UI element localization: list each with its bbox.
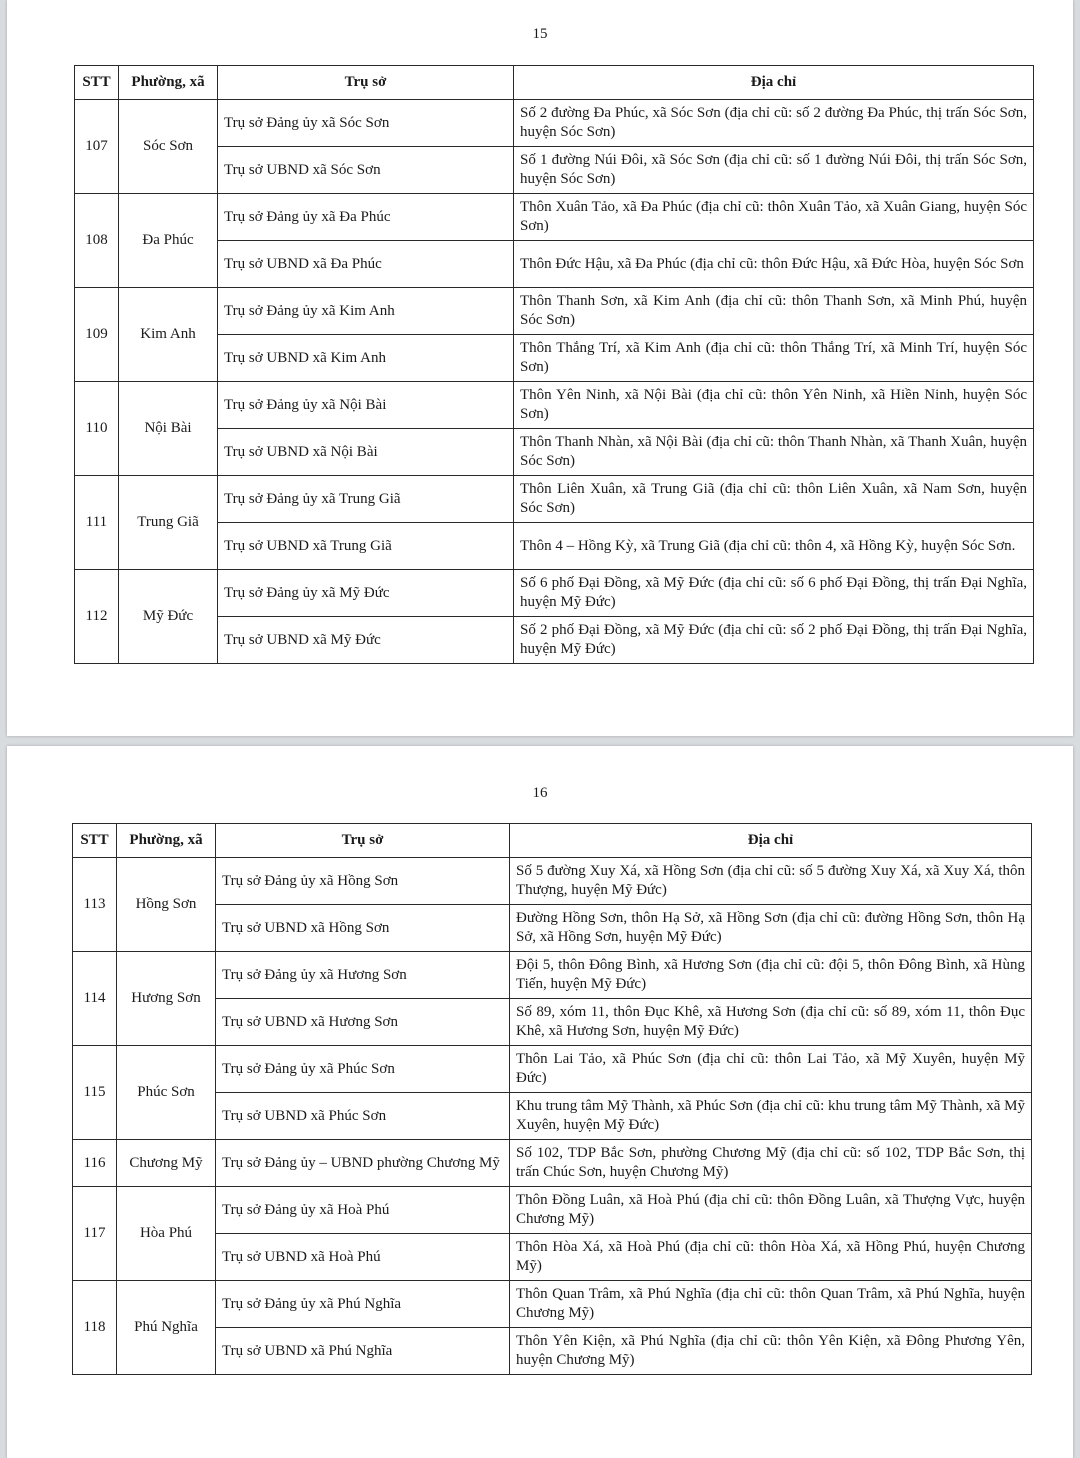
table-row (73, 1046, 1032, 1093)
cell-office: Trụ sở Đảng ủy xã Hoà Phú (216, 1187, 510, 1234)
table-row (73, 1328, 1032, 1375)
cell-address: Số 1 đường Núi Đôi, xã Sóc Sơn (địa chỉ cũ: số 1 đường Núi Đôi, thị trấn Sóc Sơn, huyện Sóc Sơn) (514, 147, 1034, 194)
header-ward: Phường, xã (117, 824, 216, 858)
header-office: Trụ sở (216, 824, 510, 858)
cell-address: Số 2 phố Đại Đồng, xã Mỹ Đức (địa chỉ cũ: số 2 phố Đại Đồng, thị trấn Đại Nghĩa, huyện Mỹ Đức) (514, 617, 1034, 664)
cell-ward: Nội Bài (119, 382, 218, 476)
table-row (73, 999, 1032, 1046)
cell-address: Thôn Đồng Luân, xã Hoà Phú (địa chỉ cũ: thôn Đồng Luân, xã Thượng Vực, huyện Chương Mỹ) (510, 1187, 1032, 1234)
cell-ward: Phúc Sơn (117, 1046, 216, 1140)
table-row (73, 858, 1032, 905)
table-row (75, 617, 1034, 664)
table-row (73, 1187, 1032, 1234)
header-address: Địa chỉ (514, 66, 1034, 100)
cell-address: Thôn Liên Xuân, xã Trung Giã (địa chỉ cũ: thôn Liên Xuân, xã Nam Sơn, huyện Sóc Sơn) (514, 476, 1034, 523)
cell-office: Trụ sở UBND xã Phúc Sơn (216, 1093, 510, 1140)
cell-office: Trụ sở UBND xã Nội Bài (218, 429, 514, 476)
header-office: Trụ sở (218, 66, 514, 100)
table-row (75, 476, 1034, 523)
header-ward: Phường, xã (119, 66, 218, 100)
page-number: 15 (532, 26, 548, 42)
header-stt: STT (73, 824, 117, 858)
cell-ward: Phú Nghĩa (117, 1281, 216, 1375)
cell-address: Thôn Đức Hậu, xã Đa Phúc (địa chỉ cũ: thôn Đức Hậu, xã Đức Hòa, huyện Sóc Sơn (514, 241, 1034, 288)
cell-ward: Mỹ Đức (119, 570, 218, 664)
header-stt: STT (75, 66, 119, 100)
cell-address: Số 5 đường Xuy Xá, xã Hồng Sơn (địa chỉ cũ: số 5 đường Xuy Xá, xã Xuy Xá, thôn Thượng, huyện Mỹ Đức) (510, 858, 1032, 905)
cell-stt: 110 (75, 382, 119, 476)
table-row (75, 429, 1034, 476)
cell-ward: Hương Sơn (117, 952, 216, 1046)
cell-stt: 107 (75, 100, 119, 194)
cell-stt: 118 (73, 1281, 117, 1375)
cell-address: Đội 5, thôn Đông Bình, xã Hương Sơn (địa chỉ cũ: đội 5, thôn Đông Bình, xã Hùng Tiến, huyện Mỹ Đức) (510, 952, 1032, 999)
cell-address: Thôn Hòa Xá, xã Hoà Phú (địa chỉ cũ: thôn Hòa Xá, xã Hồng Phú, huyện Chương Mỹ) (510, 1234, 1032, 1281)
cell-office: Trụ sở Đảng ủy xã Hương Sơn (216, 952, 510, 999)
cell-address: Thôn 4 – Hồng Kỳ, xã Trung Giã (địa chỉ cũ: thôn 4, xã Hồng Kỳ, huyện Sóc Sơn. (514, 523, 1034, 570)
document-page-15 (7, 0, 1073, 736)
cell-office: Trụ sở UBND xã Hoà Phú (216, 1234, 510, 1281)
table-row (75, 194, 1034, 241)
table-row (75, 288, 1034, 335)
cell-stt: 116 (73, 1140, 117, 1187)
cell-ward: Hồng Sơn (117, 858, 216, 952)
table-body (75, 100, 1034, 664)
cell-address: Số 102, TDP Bắc Sơn, phường Chương Mỹ (địa chỉ cũ: số 102, TDP Bắc Sơn, thị trấn Chúc Sơn, huyện Chương Mỹ) (510, 1140, 1032, 1187)
cell-stt: 115 (73, 1046, 117, 1140)
cell-office: Trụ sở Đảng ủy – UBND phường Chương Mỹ (216, 1140, 510, 1187)
table-row (73, 1281, 1032, 1328)
cell-ward: Hòa Phú (117, 1187, 216, 1281)
cell-stt: 117 (73, 1187, 117, 1281)
table-row (75, 100, 1034, 147)
cell-office: Trụ sở UBND xã Hương Sơn (216, 999, 510, 1046)
header-address: Địa chỉ (510, 824, 1032, 858)
cell-office: Trụ sở Đảng ủy xã Mỹ Đức (218, 570, 514, 617)
document-page-16 (7, 746, 1073, 1458)
table-row (75, 147, 1034, 194)
table-header-row (73, 824, 1032, 858)
cell-address: Thôn Xuân Tảo, xã Đa Phúc (địa chỉ cũ: thôn Xuân Tảo, xã Xuân Giang, huyện Sóc Sơn) (514, 194, 1034, 241)
cell-office: Trụ sở UBND xã Trung Giã (218, 523, 514, 570)
cell-office: Trụ sở UBND xã Sóc Sơn (218, 147, 514, 194)
table-body (73, 858, 1032, 1375)
cell-office: Trụ sở UBND xã Đa Phúc (218, 241, 514, 288)
cell-stt: 109 (75, 288, 119, 382)
table-row (73, 1093, 1032, 1140)
cell-ward: Trung Giã (119, 476, 218, 570)
cell-office: Trụ sở Đảng ủy xã Kim Anh (218, 288, 514, 335)
cell-office: Trụ sở Đảng ủy xã Sóc Sơn (218, 100, 514, 147)
cell-address: Thôn Thanh Sơn, xã Kim Anh (địa chỉ cũ: thôn Thanh Sơn, xã Minh Phú, huyện Sóc Sơn) (514, 288, 1034, 335)
cell-address: Số 89, xóm 11, thôn Đục Khê, xã Hương Sơn (địa chỉ cũ: số 89, xóm 11, thôn Đục Khê, xã Hương Sơn, huyện Mỹ Đức) (510, 999, 1032, 1046)
cell-office: Trụ sở UBND xã Mỹ Đức (218, 617, 514, 664)
table-row (73, 1140, 1032, 1187)
cell-address: Thôn Thanh Nhàn, xã Nội Bài (địa chỉ cũ: thôn Thanh Nhàn, xã Thanh Xuân, huyện Sóc Sơn) (514, 429, 1034, 476)
table-row (75, 570, 1034, 617)
cell-stt: 113 (73, 858, 117, 952)
page-number: 16 (532, 785, 548, 801)
cell-address: Đường Hồng Sơn, thôn Hạ Sở, xã Hồng Sơn (địa chỉ cũ: đường Hồng Sơn, thôn Hạ Sở, xã Hồng Sơn, huyện Mỹ Đức) (510, 905, 1032, 952)
cell-office: Trụ sở Đảng ủy xã Đa Phúc (218, 194, 514, 241)
table-header-row (75, 66, 1034, 100)
table-row (73, 905, 1032, 952)
cell-address: Thôn Lai Tảo, xã Phúc Sơn (địa chỉ cũ: thôn Lai Tảo, xã Mỹ Xuyên, huyện Mỹ Đức) (510, 1046, 1032, 1093)
table-row (75, 523, 1034, 570)
table-row (75, 335, 1034, 382)
cell-office: Trụ sở Đảng ủy xã Nội Bài (218, 382, 514, 429)
cell-ward: Đa Phúc (119, 194, 218, 288)
cell-office: Trụ sở Đảng ủy xã Hồng Sơn (216, 858, 510, 905)
cell-address: Số 6 phố Đại Đồng, xã Mỹ Đức (địa chỉ cũ: số 6 phố Đại Đồng, thị trấn Đại Nghĩa, huyện Mỹ Đức) (514, 570, 1034, 617)
cell-address: Thôn Yên Kiện, xã Phú Nghĩa (địa chỉ cũ: thôn Yên Kiện, xã Đông Phương Yên, huyện Chương Mỹ) (510, 1328, 1032, 1375)
cell-address: Thôn Thắng Trí, xã Kim Anh (địa chỉ cũ: thôn Thắng Trí, xã Minh Trí, huyện Sóc Sơn) (514, 335, 1034, 382)
cell-stt: 108 (75, 194, 119, 288)
cell-stt: 114 (73, 952, 117, 1046)
cell-address: Số 2 đường Đa Phúc, xã Sóc Sơn (địa chỉ cũ: số 2 đường Đa Phúc, thị trấn Sóc Sơn, huyện Sóc Sơn) (514, 100, 1034, 147)
cell-office: Trụ sở UBND xã Phú Nghĩa (216, 1328, 510, 1375)
table-row (75, 241, 1034, 288)
cell-office: Trụ sở UBND xã Kim Anh (218, 335, 514, 382)
table-row (75, 382, 1034, 429)
cell-stt: 112 (75, 570, 119, 664)
cell-address: Thôn Yên Ninh, xã Nội Bài (địa chỉ cũ: thôn Yên Ninh, xã Hiền Ninh, huyện Sóc Sơn) (514, 382, 1034, 429)
cell-ward: Kim Anh (119, 288, 218, 382)
cell-address: Thôn Quan Trâm, xã Phú Nghĩa (địa chỉ cũ: thôn Quan Trâm, xã Phú Nghĩa, huyện Chương Mỹ) (510, 1281, 1032, 1328)
cell-office: Trụ sở Đảng ủy xã Phú Nghĩa (216, 1281, 510, 1328)
cell-office: Trụ sở UBND xã Hồng Sơn (216, 905, 510, 952)
office-address-table (74, 65, 1034, 664)
office-address-table (72, 823, 1032, 1375)
cell-office: Trụ sở Đảng ủy xã Phúc Sơn (216, 1046, 510, 1093)
table-row (73, 1234, 1032, 1281)
cell-address: Khu trung tâm Mỹ Thành, xã Phúc Sơn (địa chỉ cũ: khu trung tâm Mỹ Thành, xã Mỹ Xuyên, huyện Mỹ Đức) (510, 1093, 1032, 1140)
cell-stt: 111 (75, 476, 119, 570)
cell-office: Trụ sở Đảng ủy xã Trung Giã (218, 476, 514, 523)
cell-ward: Chương Mỹ (117, 1140, 216, 1187)
cell-ward: Sóc Sơn (119, 100, 218, 194)
table-row (73, 952, 1032, 999)
